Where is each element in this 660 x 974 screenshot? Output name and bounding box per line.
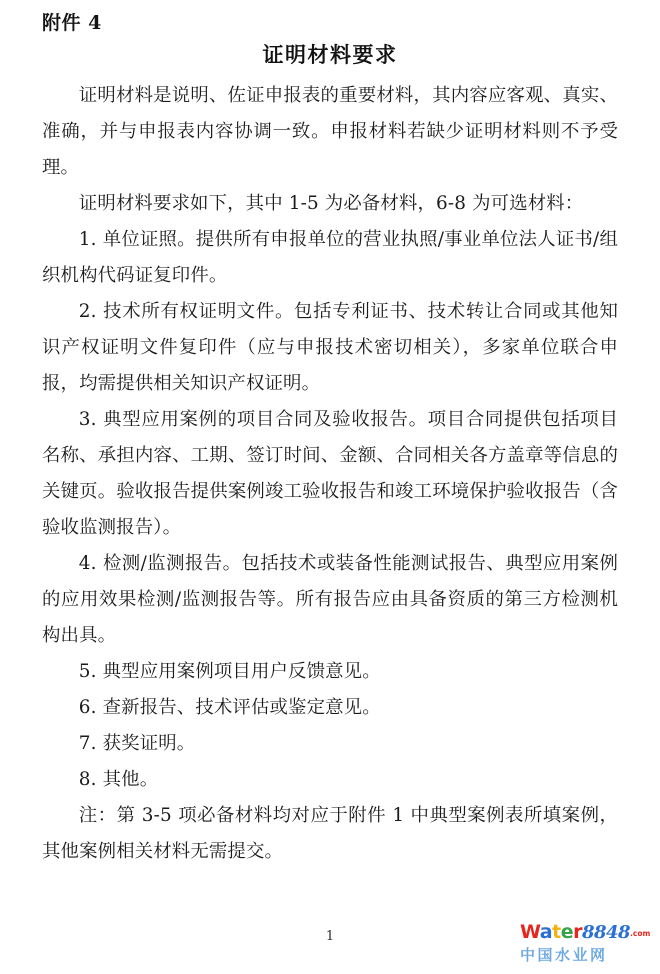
watermark-logo <box>520 922 652 970</box>
page-title: 证明材料要求 <box>262 42 398 67</box>
document-body <box>42 78 618 870</box>
list-item-3: 3. 典型应用案例的项目合同及验收报告。项目合同提供包括项目名称、承担内容、工期、签订时间、金额、合同相关各方盖章等信息的关键页。验收报告提供案例竣工验收报告和竣工环境保护验收报告（含验收监测报告）。 <box>42 409 618 538</box>
watermark-wordmark <box>520 922 652 944</box>
watermark-letter-a: a <box>539 921 553 943</box>
watermark-chinese-name: 中国水业网 <box>520 946 608 964</box>
paragraph-requirements-lead: 证明材料要求如下，其中 1-5 为必备材料，6-8 为可选材料： <box>78 193 584 214</box>
list-item-1: 1. 单位证照。提供所有申报单位的营业执照/事业单位法人证书/组织机构代码证复印件。 <box>42 229 618 286</box>
attachment-label: 附件 4 <box>42 12 102 34</box>
list-item-8: 8. 其他。 <box>78 769 159 790</box>
list-item-5: 5. 典型应用案例项目用户反馈意见。 <box>78 661 381 682</box>
watermark-letter-t: t <box>552 921 561 943</box>
watermark-tld: .com <box>630 929 651 938</box>
watermark-letter-r: r <box>573 921 582 943</box>
paragraph-note: 注：第 3-5 项必备材料均对应于附件 1 中典型案例表所填案例，其他案例相关材料无需提交。 <box>42 805 618 862</box>
list-item-2: 2. 技术所有权证明文件。包括专利证书、技术转让合同或其他知识产权证明文件复印件（应与申报技术密切相关），多家单位联合申报，均需提供相关知识产权证明。 <box>42 301 618 394</box>
list-item-6: 6. 查新报告、技术评估或鉴定意见。 <box>78 697 381 718</box>
list-item-7: 7. 获奖证明。 <box>78 733 196 754</box>
list-item-4: 4. 检测/监测报告。包括技术或装备性能测试报告、典型应用案例的应用效果检测/监测报告等。所有报告应由具备资质的第三方检测机构出具。 <box>42 553 618 646</box>
page-number: 1 <box>325 929 335 944</box>
paragraph-intro: 证明材料是说明、佐证申报表的重要材料，其内容应客观、真实、准确，并与申报表内容协调一致。申报材料若缺少证明材料则不予受理。 <box>42 85 618 178</box>
watermark-letter-e: e <box>560 921 574 943</box>
watermark-letter-w: W <box>520 921 540 943</box>
watermark-number: 8848 <box>581 922 631 943</box>
